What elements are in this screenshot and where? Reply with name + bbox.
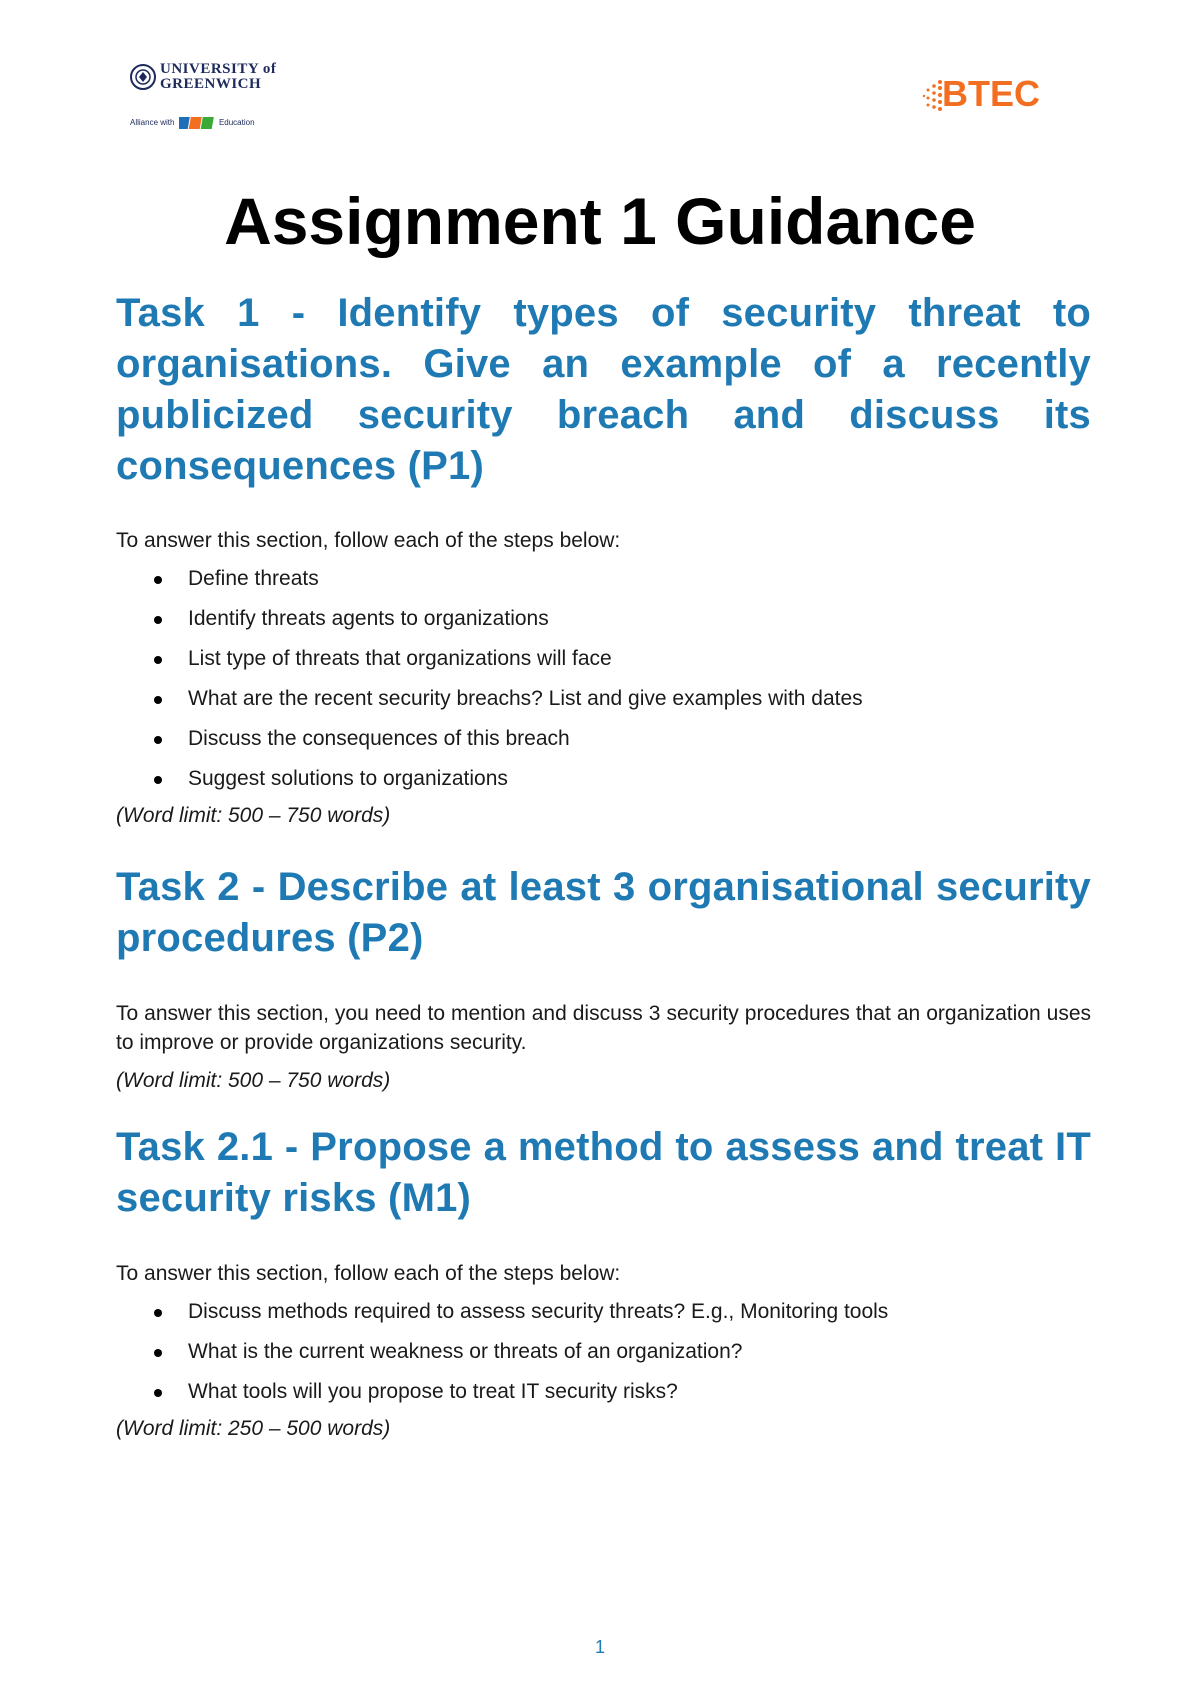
btec-dots-icon	[922, 78, 944, 114]
list-item	[116, 599, 1091, 639]
task1-body	[116, 526, 1091, 830]
alliance-line	[130, 116, 255, 130]
btec-logo	[922, 74, 1062, 124]
list-item-text: What is the current weakness or threats of an organization?	[188, 1340, 743, 1363]
task21-section	[116, 1122, 1091, 1224]
bullet-icon	[154, 656, 162, 664]
btec-wordmark: BTEC	[942, 73, 1040, 114]
task1-word-limit: (Word limit: 500 – 750 words)	[116, 804, 391, 827]
task1-steps-list	[116, 559, 1091, 799]
bullet-icon	[154, 736, 162, 744]
list-item	[116, 1332, 1091, 1372]
document-title: Assignment 1 Guidance	[224, 184, 976, 258]
university-line2: GREENWICH	[160, 76, 262, 92]
bullet-icon	[154, 1389, 162, 1397]
task2-description: To answer this section, you need to mention and discuss 3 security procedures that an organization uses to improve or provide organizations security.	[116, 1002, 1091, 1054]
list-item-text: Discuss the consequences of this breach	[188, 727, 570, 750]
task21-heading: Task 2.1 - Propose a method to assess and treat IT security risks (M1)	[116, 1125, 1091, 1220]
university-line1: UNIVERSITY of	[160, 61, 277, 77]
list-item-text: List type of threats that organizations will face	[188, 647, 612, 670]
list-item	[116, 1372, 1091, 1412]
task2-body	[116, 999, 1091, 1095]
task1-intro: To answer this section, follow each of the steps below:	[116, 529, 621, 552]
task2-word-limit: (Word limit: 500 – 750 words)	[116, 1069, 391, 1092]
list-item	[116, 559, 1091, 599]
alliance-suffix: Education	[218, 118, 255, 128]
list-item-text: What are the recent security breachs? List and give examples with dates	[188, 687, 863, 710]
list-item-text: Discuss methods required to assess security threats? E.g., Monitoring tools	[188, 1300, 889, 1323]
task2-section	[116, 862, 1091, 964]
list-item	[116, 679, 1091, 719]
university-of-greenwich-logo	[130, 62, 280, 132]
list-item-text: What tools will you propose to treat IT security risks?	[188, 1380, 678, 1403]
list-item	[116, 1292, 1091, 1332]
bullet-icon	[154, 616, 162, 624]
university-name	[160, 62, 276, 92]
alliance-prefix: Alliance with	[130, 118, 175, 128]
list-item	[116, 639, 1091, 679]
list-item-text: Suggest solutions to organizations	[188, 767, 508, 790]
task21-steps-list	[116, 1292, 1091, 1412]
bullet-icon	[154, 1349, 162, 1357]
bullet-icon	[154, 696, 162, 704]
list-item	[116, 759, 1091, 799]
list-item-text: Define threats	[188, 567, 319, 590]
task1-section	[116, 288, 1091, 492]
bullet-icon	[154, 1309, 162, 1317]
page-number: 1	[594, 1637, 605, 1657]
fpt-logo-icon	[179, 116, 215, 130]
bullet-icon	[154, 576, 162, 584]
task21-body	[116, 1259, 1091, 1443]
task2-heading: Task 2 - Describe at least 3 organisational security procedures (P2)	[116, 865, 1091, 960]
task21-intro: To answer this section, follow each of the steps below:	[116, 1262, 621, 1285]
list-item-text: Identify threats agents to organizations	[188, 607, 549, 630]
list-item	[116, 719, 1091, 759]
task1-heading: Task 1 - Identify types of security threat to organisations. Give an example of a recently publicized security breach and discuss its consequences (P1)	[116, 291, 1091, 488]
bullet-icon	[154, 776, 162, 784]
task21-word-limit: (Word limit: 250 – 500 words)	[116, 1417, 391, 1440]
crest-icon	[130, 64, 156, 90]
